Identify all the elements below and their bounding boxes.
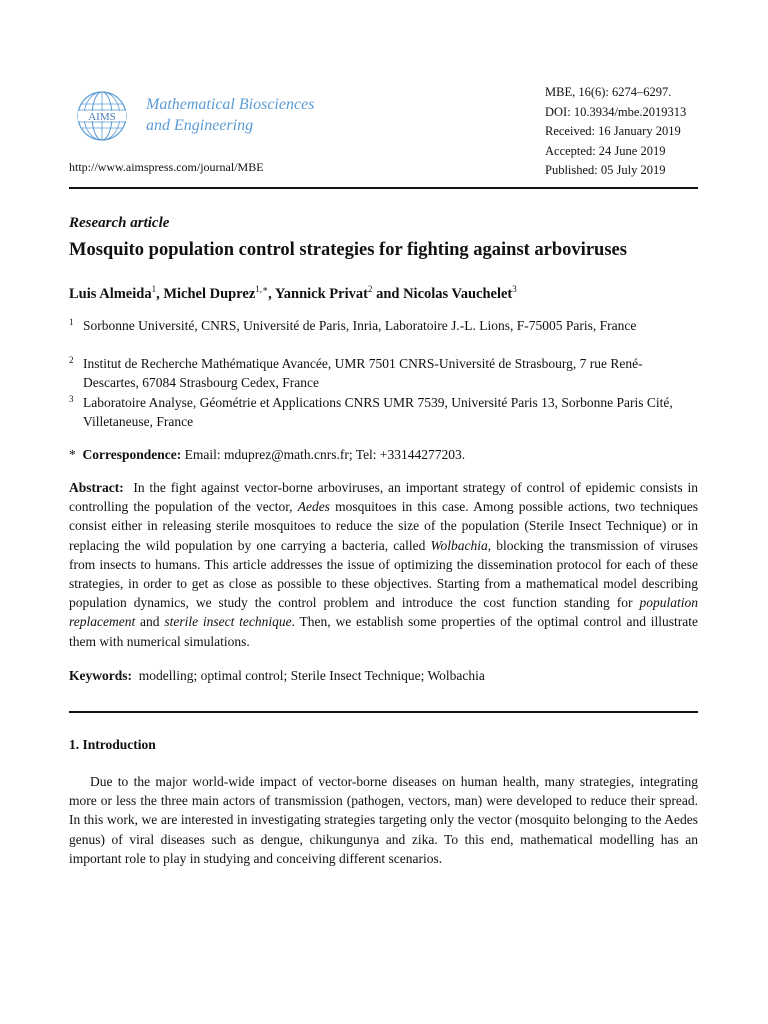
author-affiliation-mark: 1 [151,284,157,294]
journal-name-line2: and Engineering [146,117,254,134]
affiliation-1 [69,316,698,335]
author-name: Nicolas Vauchelet [403,285,513,302]
abstract-text: . Then, we establish some properties of the optimal control and illustrate them with numerical simulations. [69,614,698,649]
abstract-text: , blocking the transmission of viruses from insects to humans. This article addresses the issue of optimizing the dissemination protocol for each of these strategies, in order to get as close as possible to these objectives. Starting from a mathematical model describing population dynamics, we study the control problem and introduce the cost function standing for [69,537,698,611]
abstract [69,478,698,651]
affiliation-text: Institut de Recherche Mathématique Avancée, UMR 7501 CNRS-Université de Strasbourg, 7 rue René-Descartes, 67084 Strasbourg Cedex, France [83,356,643,390]
citation: MBE, 16(6): 6274–6297. [545,85,672,99]
author-name: Michel Duprez [163,285,256,302]
keywords-text: modelling; optimal control; Sterile Insect Technique; Wolbachia [138,668,485,683]
abstract-text: mosquitoes in this case. Among possible actions, two techniques consist either in releasing sterile mosquitoes to reduce the size of the population (Sterile Insect Technique) or in replacing the wild population by one carrying a bacteria, called [69,499,699,553]
abstract-italic-term: Aedes [297,499,330,515]
author-affiliation-mark: 2 [367,284,373,294]
journal-name [146,94,314,136]
journal-name-line1: Mathematical Biosciences [146,96,315,113]
keywords-label: Keywords: [69,668,132,683]
accepted-date: Accepted: 24 June 2019 [545,143,666,158]
author-name: Yannick Privat [274,285,368,302]
received-date: Received: 16 January 2019 [545,124,681,139]
keywords [69,668,485,684]
header-divider [69,187,698,189]
abstract-text: In the fight against vector-borne arboviruses, an important strategy of control of epidemic consists in controlling the population of the vector, [69,480,698,515]
abstract-label: Abstract: [69,480,124,495]
author-separator: and [372,285,404,302]
abstract-italic-term: sterile insect technique [164,614,292,630]
article-type: Research article [69,215,170,231]
affiliation-number: 2 [69,355,74,365]
abstract-text: and [140,614,160,630]
affiliation-2 [69,354,698,392]
affiliation-number: 1 [69,317,74,327]
correspondence-star: * [69,447,76,462]
author-affiliation-mark: 1,∗ [255,284,269,294]
abstract-italic-term: Wolbachia [430,537,488,553]
journal-url-link[interactable]: http://www.aimspress.com/journal/MBE [69,160,264,174]
author-affiliation-mark: 3 [512,284,517,294]
correspondence-label: Correspondence: [82,447,182,462]
author-separator: , [268,285,275,302]
doi: DOI: 10.3934/mbe.2019313 [545,104,687,119]
author-separator: , [156,285,164,302]
published-date: Published: 05 July 2019 [545,163,666,178]
aims-logo-text: AIMS [88,111,116,123]
author-list [69,284,517,303]
section-divider [69,711,698,713]
affiliation-text: Laboratoire Analyse, Géométrie et Applications CNRS UMR 7539, Université Paris 13, Sorbonne Paris Cité, Villetaneuse, France [83,395,673,429]
article-title: Mosquito population control strategies for fighting against arboviruses [69,240,627,260]
affiliation-number: 3 [69,394,74,404]
publication-meta [545,83,686,181]
affiliation-3 [69,393,698,431]
correspondence-text: Email: mduprez@math.cnrs.fr; Tel: +33144277203. [184,447,466,462]
author-name: Luis Almeida [69,285,152,302]
correspondence [69,447,465,463]
section-heading: 1. Introduction [69,737,156,752]
affiliation-text: Sorbonne Université, CNRS, Université de Paris, Inria, Laboratoire J.-L. Lions, F-75005 Paris, France [83,318,637,333]
intro-paragraph: Due to the major world-wide impact of vector-borne diseases on human health, many strategies, integrating more or less the three main actors of transmission (pathogen, vectors, man) were developed to reduce their spread. In this work, we are interested in investigating strategies targeting only the vector (mosquito belonging to the Aedes genus) of viral diseases such as dengue, chikungunya and zika. To this end, mathematical modelling has an important role to play in studying and conceiving different scenarios. [69,774,698,866]
abstract-italic-term: population replacement [69,595,699,630]
aims-globe-logo-icon [76,90,128,142]
